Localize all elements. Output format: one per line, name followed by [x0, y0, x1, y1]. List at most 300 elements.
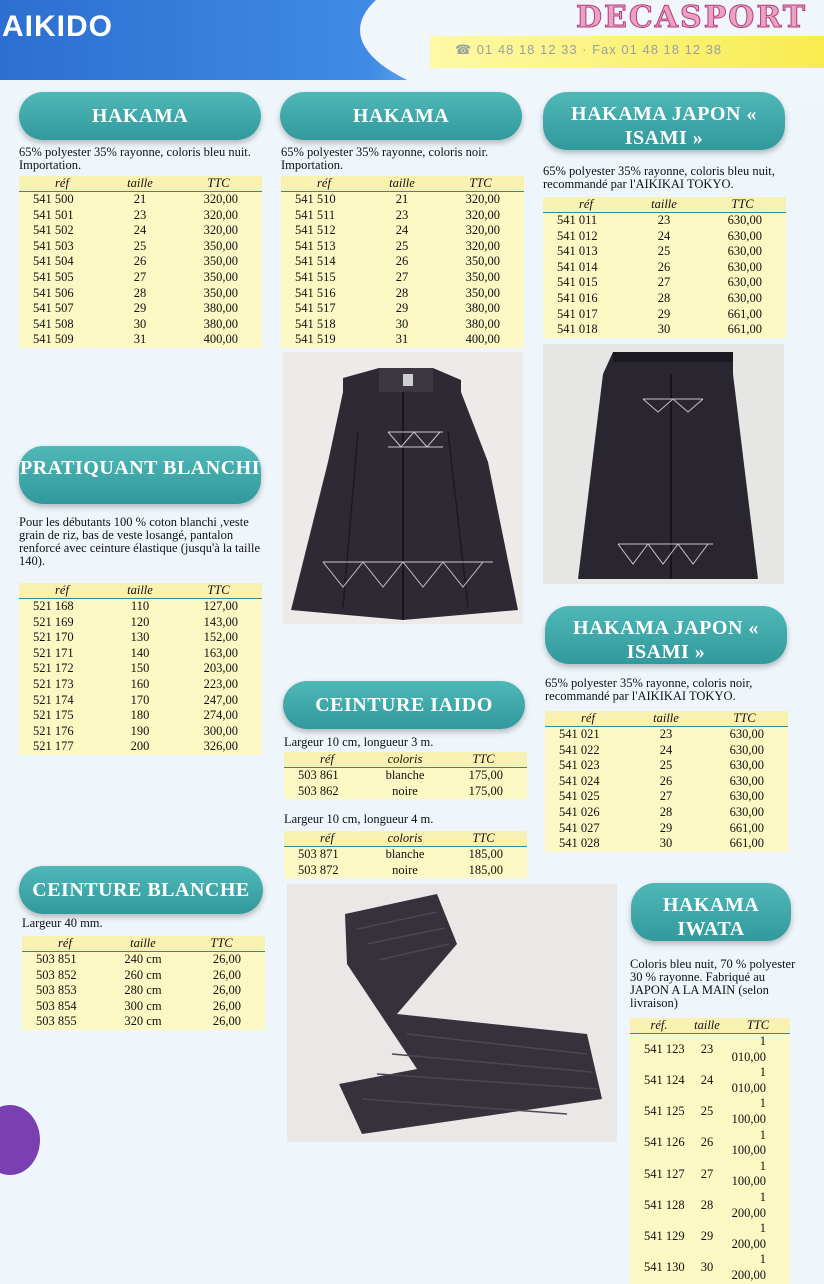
size-cell: 190 [105, 724, 175, 740]
column-header: coloris [370, 752, 440, 768]
column-header: TTC [726, 1018, 790, 1034]
size-cell: 26 [629, 260, 699, 276]
section-label: AIKIDO [2, 10, 113, 43]
table-row [22, 999, 265, 1015]
table-row [545, 727, 788, 743]
size-cell: blanche [370, 847, 440, 863]
column-header: réf [284, 831, 370, 847]
column-header: réf [19, 583, 105, 599]
size-cell: 240 cm [108, 952, 178, 968]
size-cell: 28 [105, 286, 175, 302]
column-header: réf [284, 752, 370, 768]
price-cell: 380,00 [437, 301, 524, 317]
ref-cell: 521 172 [19, 661, 105, 677]
hakama-blue-title: HAKAMA [19, 92, 261, 140]
price-cell: 152,00 [175, 630, 262, 646]
price-cell: 26,00 [178, 1014, 265, 1030]
ref-cell: 521 176 [19, 724, 105, 740]
ref-cell: 541 015 [543, 275, 629, 291]
table-row [284, 863, 527, 879]
table-row [543, 260, 786, 276]
price-cell: 175,00 [440, 784, 527, 800]
price-cell: 400,00 [175, 332, 262, 348]
price-cell: 1 010,00 [726, 1034, 790, 1066]
price-cell: 320,00 [437, 223, 524, 239]
size-cell: 280 cm [108, 983, 178, 999]
price-cell: 320,00 [437, 208, 524, 224]
price-cell: 203,00 [175, 661, 262, 677]
size-cell: 24 [105, 223, 175, 239]
column-header: TTC [175, 583, 262, 599]
size-cell: 180 [105, 708, 175, 724]
ref-cell: 541 502 [19, 223, 105, 239]
ref-cell: 541 017 [543, 307, 629, 323]
table-header [284, 831, 527, 847]
column-header: TTC [437, 176, 524, 192]
size-cell: 31 [105, 332, 175, 348]
price-cell: 630,00 [699, 275, 786, 291]
size-cell: 21 [367, 192, 437, 208]
ref-cell: 541 513 [281, 239, 367, 255]
column-header: taille [688, 1018, 726, 1034]
table-row [543, 307, 786, 323]
ref-cell: 503 855 [22, 1014, 108, 1030]
size-cell: 28 [688, 1190, 726, 1221]
ref-cell: 541 516 [281, 286, 367, 302]
price-cell: 350,00 [437, 286, 524, 302]
price-cell: 630,00 [699, 291, 786, 307]
size-cell: 27 [105, 270, 175, 286]
table-row [543, 275, 786, 291]
ref-cell: 503 854 [22, 999, 108, 1015]
table-row [284, 768, 527, 784]
table-row [545, 789, 788, 805]
price-cell: 223,00 [175, 677, 262, 693]
table-header [284, 752, 527, 768]
size-cell: 24 [629, 229, 699, 245]
price-cell: 127,00 [175, 599, 262, 615]
blanchi-desc: Pour les débutants 100 % coton blanchi ,veste grain de riz, bas de veste losangé, pantalon renforcé avec ceinture élastique (jusqu'à la taille 140). [19, 515, 261, 568]
table-row [543, 244, 786, 260]
table-row [545, 821, 788, 837]
ref-cell: 541 518 [281, 317, 367, 333]
table-row [19, 286, 262, 302]
ref-cell: 521 174 [19, 693, 105, 709]
ref-cell: 541 514 [281, 254, 367, 270]
ref-cell: 541 022 [545, 743, 631, 759]
column-header: réf [543, 197, 629, 213]
hakama-blue-desc: 65% polyester 35% rayonne, coloris bleu nuit. Importation. [19, 145, 251, 172]
table-header [281, 176, 524, 192]
table-header [19, 176, 262, 192]
size-cell: 23 [688, 1034, 726, 1066]
size-cell: 27 [629, 275, 699, 291]
size-cell: 25 [688, 1096, 726, 1127]
price-cell: 175,00 [440, 768, 527, 784]
hakama-black-table [281, 176, 524, 348]
column-header: taille [631, 711, 701, 727]
price-cell: 661,00 [699, 307, 786, 323]
price-cell: 661,00 [699, 322, 786, 338]
column-header: réf [19, 176, 105, 192]
price-cell: 26,00 [178, 968, 265, 984]
price-cell: 350,00 [175, 239, 262, 255]
ref-cell: 541 016 [543, 291, 629, 307]
ref-cell: 521 170 [19, 630, 105, 646]
isami-blue-table [543, 197, 786, 338]
table-row [545, 743, 788, 759]
column-header: taille [629, 197, 699, 213]
table-row [19, 708, 262, 724]
table-row [630, 1221, 790, 1252]
column-header: TTC [699, 197, 786, 213]
column-header: réf [281, 176, 367, 192]
table-header [22, 936, 265, 952]
size-cell: 25 [367, 239, 437, 255]
price-cell: 350,00 [175, 254, 262, 270]
ref-cell: 541 507 [19, 301, 105, 317]
ref-cell: 541 129 [630, 1221, 688, 1252]
table-row [22, 1014, 265, 1030]
table-row [19, 724, 262, 740]
ref-cell: 541 501 [19, 208, 105, 224]
ref-cell: 541 504 [19, 254, 105, 270]
ref-cell: 503 862 [284, 784, 370, 800]
table-row [545, 805, 788, 821]
table-row [19, 192, 262, 208]
table-row [19, 630, 262, 646]
size-cell: 24 [688, 1065, 726, 1096]
price-cell: 1 200,00 [726, 1221, 790, 1252]
size-cell: blanche [370, 768, 440, 784]
price-cell: 630,00 [701, 774, 788, 790]
price-cell: 380,00 [437, 317, 524, 333]
table-row [281, 317, 524, 333]
size-cell: 130 [105, 630, 175, 646]
belt-photo [287, 884, 617, 1142]
isami-black-desc: 65% polyester 35% rayonne, coloris noir, recommandé par l'AIKIKAI TOKYO. [545, 676, 753, 703]
ref-cell: 541 500 [19, 192, 105, 208]
size-cell: 150 [105, 661, 175, 677]
ref-cell: 521 175 [19, 708, 105, 724]
ref-cell: 541 515 [281, 270, 367, 286]
blanchi-table [19, 583, 262, 755]
price-cell: 143,00 [175, 615, 262, 631]
size-cell: 28 [629, 291, 699, 307]
iaido-desc-4m: Largeur 10 cm, longueur 4 m. [284, 812, 434, 826]
size-cell: 31 [367, 332, 437, 348]
price-cell: 630,00 [701, 789, 788, 805]
size-cell: 29 [629, 307, 699, 323]
size-cell: 23 [367, 208, 437, 224]
table-header [545, 711, 788, 727]
table-row [281, 208, 524, 224]
ref-cell: 541 508 [19, 317, 105, 333]
ref-cell: 503 851 [22, 952, 108, 968]
ref-cell: 541 130 [630, 1252, 688, 1283]
price-cell: 661,00 [701, 821, 788, 837]
price-cell: 380,00 [175, 317, 262, 333]
price-cell: 1 100,00 [726, 1128, 790, 1159]
price-cell: 350,00 [437, 254, 524, 270]
size-cell: 25 [631, 758, 701, 774]
size-cell: 29 [105, 301, 175, 317]
table-row [281, 270, 524, 286]
table-row [19, 270, 262, 286]
size-cell: 29 [688, 1221, 726, 1252]
table-header [543, 197, 786, 213]
ceinture-blanche-desc: Largeur 40 mm. [22, 916, 103, 930]
hakama-black-photo [283, 352, 523, 624]
price-cell: 26,00 [178, 952, 265, 968]
ref-cell: 521 173 [19, 677, 105, 693]
hakama-black-title: HAKAMA [280, 92, 522, 140]
table-row [543, 322, 786, 338]
price-cell: 1 100,00 [726, 1096, 790, 1127]
size-cell: 26 [631, 774, 701, 790]
price-cell: 1 200,00 [726, 1190, 790, 1221]
size-cell: 23 [105, 208, 175, 224]
table-row [281, 192, 524, 208]
price-cell: 1 010,00 [726, 1065, 790, 1096]
price-cell: 1 200,00 [726, 1252, 790, 1283]
isami-black-title: HAKAMA JAPON « ISAMI » [545, 606, 787, 664]
ref-cell: 541 018 [543, 322, 629, 338]
price-cell: 630,00 [699, 260, 786, 276]
table-row [19, 693, 262, 709]
table-row [284, 784, 527, 800]
size-cell: 160 [105, 677, 175, 693]
iaido-table-3m [284, 752, 527, 799]
price-cell: 380,00 [175, 301, 262, 317]
column-header: TTC [440, 752, 527, 768]
table-row [19, 646, 262, 662]
price-cell: 400,00 [437, 332, 524, 348]
corner-decoration [0, 1105, 40, 1175]
price-cell: 350,00 [175, 270, 262, 286]
table-row [19, 301, 262, 317]
isami-blue-desc: 65% polyester 35% rayonne, coloris bleu nuit, recommandé par l'AIKIKAI TOKYO. [543, 164, 775, 191]
ref-cell: 541 127 [630, 1159, 688, 1190]
size-cell: 170 [105, 693, 175, 709]
table-row [630, 1096, 790, 1127]
size-cell: 26 [367, 254, 437, 270]
table-row [19, 661, 262, 677]
table-row [281, 239, 524, 255]
table-row [19, 254, 262, 270]
table-header [19, 583, 262, 599]
ref-cell: 521 177 [19, 739, 105, 755]
column-header: taille [105, 583, 175, 599]
ref-cell: 541 011 [543, 213, 629, 229]
column-header: TTC [178, 936, 265, 952]
size-cell: 30 [367, 317, 437, 333]
brand-logo: DECASPORT [576, 0, 808, 35]
phone-number: ☎ 01 48 18 12 33 · Fax 01 48 18 12 38 [455, 42, 723, 57]
table-row [545, 836, 788, 852]
table-row [630, 1190, 790, 1221]
table-row [19, 677, 262, 693]
price-cell: 274,00 [175, 708, 262, 724]
size-cell: 27 [367, 270, 437, 286]
price-cell: 350,00 [175, 286, 262, 302]
ref-cell: 541 012 [543, 229, 629, 245]
iaido-title: CEINTURE IAIDO [283, 681, 525, 729]
ref-cell: 503 853 [22, 983, 108, 999]
table-row [19, 208, 262, 224]
table-row [19, 332, 262, 348]
isami-blue-title: HAKAMA JAPON « ISAMI » [543, 92, 785, 150]
size-cell: 120 [105, 615, 175, 631]
price-cell: 630,00 [699, 244, 786, 260]
size-cell: 21 [105, 192, 175, 208]
column-header: TTC [440, 831, 527, 847]
ref-cell: 541 026 [545, 805, 631, 821]
table-row [22, 968, 265, 984]
ref-cell: 521 168 [19, 599, 105, 615]
price-cell: 26,00 [178, 999, 265, 1015]
price-cell: 320,00 [175, 223, 262, 239]
size-cell: 30 [629, 322, 699, 338]
size-cell: 28 [631, 805, 701, 821]
table-row [543, 213, 786, 229]
ref-cell: 541 509 [19, 332, 105, 348]
iaido-desc-3m: Largeur 10 cm, longueur 3 m. [284, 735, 434, 749]
size-cell: noire [370, 863, 440, 879]
table-header [630, 1018, 790, 1034]
price-cell: 661,00 [701, 836, 788, 852]
size-cell: 300 cm [108, 999, 178, 1015]
size-cell: 29 [367, 301, 437, 317]
size-cell: 200 [105, 739, 175, 755]
size-cell: 110 [105, 599, 175, 615]
iwata-desc: Coloris bleu nuit, 70 % polyester 30 % rayonne. Fabriqué au JAPON A LA MAIN (selon livraison) [630, 957, 796, 1010]
table-row [281, 286, 524, 302]
column-header: réf [545, 711, 631, 727]
table-row [630, 1252, 790, 1283]
price-cell: 630,00 [701, 758, 788, 774]
price-cell: 630,00 [701, 805, 788, 821]
column-header: TTC [175, 176, 262, 192]
column-header: TTC [701, 711, 788, 727]
table-row [284, 847, 527, 863]
iwata-title: HAKAMA IWATA [631, 883, 791, 941]
size-cell: 260 cm [108, 968, 178, 984]
hakama-black-desc: 65% polyester 35% rayonne, coloris noir. Importation. [281, 145, 489, 172]
price-cell: 630,00 [701, 727, 788, 743]
size-cell: 23 [631, 727, 701, 743]
size-cell: 27 [631, 789, 701, 805]
size-cell: 30 [688, 1252, 726, 1283]
size-cell: 25 [105, 239, 175, 255]
price-cell: 630,00 [701, 743, 788, 759]
size-cell: 28 [367, 286, 437, 302]
price-cell: 630,00 [699, 229, 786, 245]
table-row [19, 223, 262, 239]
ref-cell: 541 123 [630, 1034, 688, 1066]
ref-cell: 541 028 [545, 836, 631, 852]
ref-cell: 541 505 [19, 270, 105, 286]
table-row [543, 291, 786, 307]
isami-black-table [545, 711, 788, 852]
price-cell: 320,00 [437, 192, 524, 208]
table-row [630, 1128, 790, 1159]
price-cell: 185,00 [440, 847, 527, 863]
ref-cell: 541 126 [630, 1128, 688, 1159]
ref-cell: 503 852 [22, 968, 108, 984]
ceinture-blanche-title: CEINTURE BLANCHE [19, 866, 263, 914]
column-header: taille [367, 176, 437, 192]
price-cell: 350,00 [437, 270, 524, 286]
price-cell: 320,00 [175, 192, 262, 208]
ref-cell: 541 503 [19, 239, 105, 255]
table-row [543, 229, 786, 245]
price-cell: 326,00 [175, 739, 262, 755]
size-cell: 140 [105, 646, 175, 662]
price-cell: 1 100,00 [726, 1159, 790, 1190]
hakama-isami-photo [543, 344, 784, 584]
table-row [281, 254, 524, 270]
table-row [281, 223, 524, 239]
table-row [630, 1034, 790, 1066]
column-header: réf [22, 936, 108, 952]
size-cell: 29 [631, 821, 701, 837]
size-cell: 24 [631, 743, 701, 759]
price-cell: 320,00 [175, 208, 262, 224]
table-row [281, 332, 524, 348]
ref-cell: 541 128 [630, 1190, 688, 1221]
table-row [630, 1159, 790, 1190]
price-cell: 247,00 [175, 693, 262, 709]
table-row [545, 774, 788, 790]
size-cell: 26 [688, 1128, 726, 1159]
price-cell: 163,00 [175, 646, 262, 662]
ceinture-blanche-table [22, 936, 265, 1030]
iaido-table-4m [284, 831, 527, 878]
size-cell: 24 [367, 223, 437, 239]
table-row [281, 301, 524, 317]
table-row [19, 317, 262, 333]
ref-cell: 521 169 [19, 615, 105, 631]
ref-cell: 503 872 [284, 863, 370, 879]
column-header: taille [108, 936, 178, 952]
size-cell: noire [370, 784, 440, 800]
size-cell: 320 cm [108, 1014, 178, 1030]
table-row [19, 615, 262, 631]
ref-cell: 541 024 [545, 774, 631, 790]
size-cell: 30 [105, 317, 175, 333]
table-row [545, 758, 788, 774]
price-cell: 185,00 [440, 863, 527, 879]
ref-cell: 541 510 [281, 192, 367, 208]
ref-cell: 541 021 [545, 727, 631, 743]
ref-cell: 541 511 [281, 208, 367, 224]
size-cell: 27 [688, 1159, 726, 1190]
blanchi-title: PRATIQUANT BLANCHI [19, 446, 261, 504]
iwata-table [630, 1018, 790, 1284]
table-row [19, 239, 262, 255]
size-cell: 25 [629, 244, 699, 260]
ref-cell: 541 023 [545, 758, 631, 774]
ref-cell: 503 871 [284, 847, 370, 863]
price-cell: 320,00 [437, 239, 524, 255]
price-cell: 300,00 [175, 724, 262, 740]
ref-cell: 503 861 [284, 768, 370, 784]
hakama-blue-table [19, 176, 262, 348]
table-row [22, 952, 265, 968]
ref-cell: 521 171 [19, 646, 105, 662]
ref-cell: 541 519 [281, 332, 367, 348]
